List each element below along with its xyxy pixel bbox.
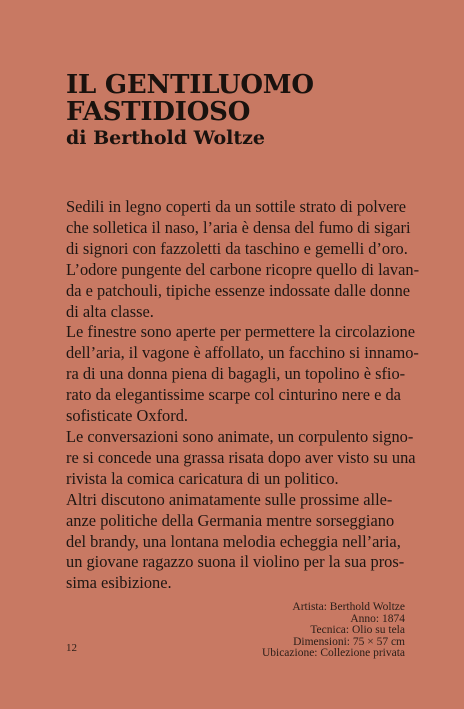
info-dimensions: Dimensioni: 75 × 57 cm: [293, 635, 405, 648]
body-line: sofisticate Oxford.: [66, 406, 188, 426]
artwork-info: [262, 602, 405, 660]
body-line: dell’aria, il vagone è affollato, un facchino si innamo-: [66, 343, 419, 363]
body-line: Le conversazioni sono animate, un corpulento signo-: [66, 426, 414, 446]
title-line-1: IL GENTILUOMO: [66, 70, 314, 100]
body-line: re si concede una grassa risata dopo aver visto su una: [66, 447, 416, 467]
body-line: un giovane ragazzo suona il violino per la sua pros-: [66, 552, 405, 572]
body-line: anze politiche della Germania mentre sorseggiano: [66, 510, 395, 530]
page-title: [66, 72, 314, 126]
body-line: di signori con fazzoletti da taschino e gemelli d’oro.: [66, 238, 408, 258]
body-line: rivista la comica caricatura di un politico.: [66, 468, 339, 488]
body-line: rato da elegantissime scarpe col cinturino nere e da: [66, 385, 401, 405]
body-paragraphs: [66, 197, 420, 594]
body-line: Sedili in legno coperti da un sottile strato di polvere: [66, 197, 407, 216]
info-year: Anno: 1874: [350, 612, 405, 625]
title-line-2: FASTIDIOSO: [66, 97, 251, 127]
info-technique: Tecnica: Olio su tela: [310, 624, 405, 637]
body-line: sima esibizione.: [66, 573, 172, 593]
body-line: ra di una donna piena di bagagli, un topolino è sfio-: [66, 364, 406, 384]
info-artist: Artista: Berthold Woltze: [292, 601, 405, 613]
page-number: 12: [66, 642, 77, 654]
body-line: da e patchouli, tipiche essenze indossate dalle donne: [66, 280, 411, 300]
body-line: che solletica il naso, l’aria è densa del fumo di sigari: [66, 217, 411, 237]
body-line: L’odore pungente del carbone ricopre quello di lavan-: [66, 259, 420, 279]
author-subtitle: di Berthold Woltze: [66, 127, 265, 149]
info-location: Ubicazione: Collezione privata: [261, 647, 405, 660]
body-line: Altri discutono animatamente sulle prossime alle-: [66, 489, 393, 509]
body-line: del brandy, una lontana melodia echeggia nell’aria,: [66, 531, 401, 551]
body-line: di alta classe.: [66, 301, 154, 321]
body-line: Le finestre sono aperte per permettere la circolazione: [66, 322, 416, 342]
